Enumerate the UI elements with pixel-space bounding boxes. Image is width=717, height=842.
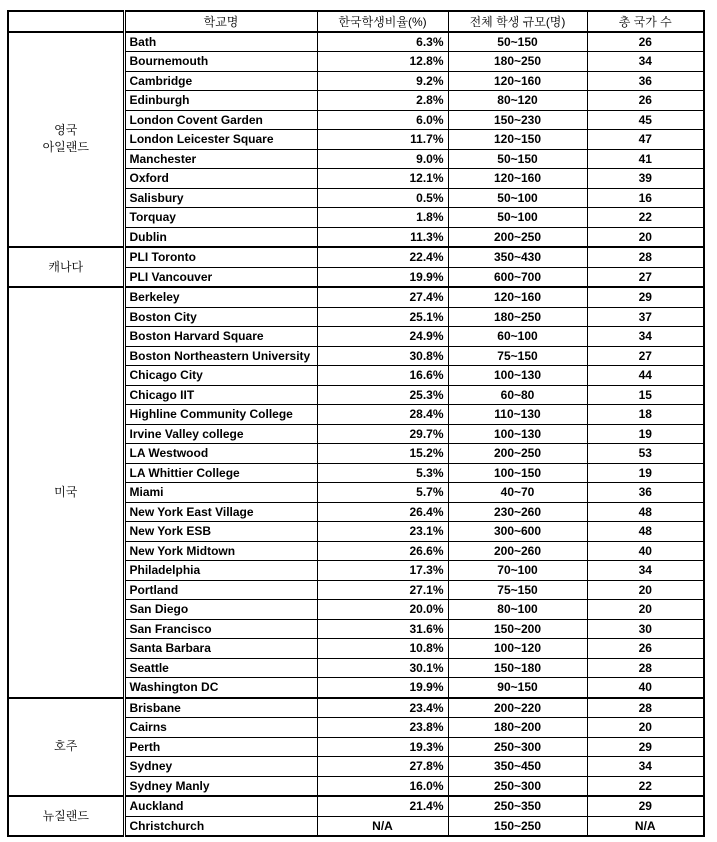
korean-ratio-cell: 25.3% — [317, 385, 448, 405]
country-count-cell: 48 — [587, 522, 704, 542]
school-name-cell: Bath — [124, 32, 317, 52]
school-name-cell: New York Midtown — [124, 541, 317, 561]
student-size-cell: 40~70 — [448, 483, 587, 503]
country-count-cell: 26 — [587, 91, 704, 111]
country-count-cell: 28 — [587, 247, 704, 267]
korean-ratio-cell: 19.3% — [317, 737, 448, 757]
country-count-cell: 19 — [587, 463, 704, 483]
school-name-cell: Washington DC — [124, 678, 317, 698]
korean-ratio-cell: 11.7% — [317, 130, 448, 150]
country-count-cell: 29 — [587, 287, 704, 307]
school-name-cell: LA Westwood — [124, 444, 317, 464]
korean-ratio-cell: 15.2% — [317, 444, 448, 464]
school-name-cell: Christchurch — [124, 816, 317, 836]
header-korean-ratio: 한국학생비율(%) — [317, 11, 448, 32]
korean-ratio-cell: 6.0% — [317, 110, 448, 130]
header-school-name: 학교명 — [124, 11, 317, 32]
country-count-cell: 37 — [587, 307, 704, 327]
school-name-cell: Cambridge — [124, 71, 317, 91]
student-size-cell: 350~450 — [448, 757, 587, 777]
student-size-cell: 80~120 — [448, 91, 587, 111]
student-size-cell: 60~80 — [448, 385, 587, 405]
student-size-cell: 250~300 — [448, 737, 587, 757]
table-row — [8, 287, 704, 307]
korean-ratio-cell: 23.8% — [317, 718, 448, 738]
country-count-cell: 48 — [587, 502, 704, 522]
student-size-cell: 110~130 — [448, 405, 587, 425]
country-count-cell: 19 — [587, 424, 704, 444]
school-name-cell: London Leicester Square — [124, 130, 317, 150]
region-label: 캐나다 — [8, 247, 124, 287]
student-size-cell: 200~250 — [448, 227, 587, 247]
student-size-cell: 90~150 — [448, 678, 587, 698]
school-name-cell: Brisbane — [124, 698, 317, 718]
school-name-cell: Salisbury — [124, 188, 317, 208]
table-row — [8, 247, 704, 267]
korean-ratio-cell: 10.8% — [317, 639, 448, 659]
region-label: 미국 — [8, 287, 124, 698]
student-size-cell: 50~100 — [448, 188, 587, 208]
korean-ratio-cell: 26.4% — [317, 502, 448, 522]
student-size-cell: 180~250 — [448, 52, 587, 72]
student-size-cell: 180~200 — [448, 718, 587, 738]
student-size-cell: 50~150 — [448, 32, 587, 52]
country-count-cell: N/A — [587, 816, 704, 836]
country-count-cell: 36 — [587, 483, 704, 503]
student-size-cell: 120~160 — [448, 71, 587, 91]
country-count-cell: 27 — [587, 267, 704, 287]
country-count-cell: 47 — [587, 130, 704, 150]
header-total-students: 전체 학생 규모(명) — [448, 11, 587, 32]
country-count-cell: 20 — [587, 718, 704, 738]
country-count-cell: 34 — [587, 757, 704, 777]
school-name-cell: Torquay — [124, 208, 317, 228]
korean-ratio-cell: 23.1% — [317, 522, 448, 542]
school-name-cell: Boston City — [124, 307, 317, 327]
student-size-cell: 150~250 — [448, 816, 587, 836]
korean-ratio-cell: 23.4% — [317, 698, 448, 718]
korean-ratio-cell: 29.7% — [317, 424, 448, 444]
student-size-cell: 70~100 — [448, 561, 587, 581]
korean-ratio-cell: 12.1% — [317, 169, 448, 189]
table-row — [8, 698, 704, 718]
country-count-cell: 30 — [587, 619, 704, 639]
student-size-cell: 200~220 — [448, 698, 587, 718]
student-size-cell: 50~150 — [448, 149, 587, 169]
school-name-cell: Berkeley — [124, 287, 317, 307]
school-name-cell: Irvine Valley college — [124, 424, 317, 444]
school-name-cell: Bournemouth — [124, 52, 317, 72]
student-size-cell: 300~600 — [448, 522, 587, 542]
region-label: 뉴질랜드 — [8, 796, 124, 836]
student-size-cell: 600~700 — [448, 267, 587, 287]
school-name-cell: Philadelphia — [124, 561, 317, 581]
country-count-cell: 22 — [587, 208, 704, 228]
school-name-cell: Miami — [124, 483, 317, 503]
region-label: 호주 — [8, 698, 124, 797]
korean-ratio-cell: 27.1% — [317, 580, 448, 600]
table-body — [8, 32, 704, 837]
student-size-cell: 75~150 — [448, 580, 587, 600]
school-name-cell: Cairns — [124, 718, 317, 738]
school-name-cell: Edinburgh — [124, 91, 317, 111]
korean-ratio-cell: 30.8% — [317, 346, 448, 366]
country-count-cell: 26 — [587, 639, 704, 659]
korean-ratio-cell: 12.8% — [317, 52, 448, 72]
school-name-cell: London Covent Garden — [124, 110, 317, 130]
school-name-cell: PLI Toronto — [124, 247, 317, 267]
country-count-cell: 20 — [587, 580, 704, 600]
country-count-cell: 28 — [587, 698, 704, 718]
country-count-cell: 20 — [587, 227, 704, 247]
table-row — [8, 32, 704, 52]
country-count-cell: 22 — [587, 776, 704, 796]
student-size-cell: 50~100 — [448, 208, 587, 228]
country-count-cell: 15 — [587, 385, 704, 405]
country-count-cell: 40 — [587, 541, 704, 561]
student-size-cell: 150~180 — [448, 658, 587, 678]
korean-ratio-cell: 21.4% — [317, 796, 448, 816]
student-size-cell: 150~200 — [448, 619, 587, 639]
country-count-cell: 45 — [587, 110, 704, 130]
school-name-cell: Boston Harvard Square — [124, 327, 317, 347]
korean-ratio-cell: 5.7% — [317, 483, 448, 503]
school-name-cell: PLI Vancouver — [124, 267, 317, 287]
school-name-cell: Perth — [124, 737, 317, 757]
korean-ratio-cell: 27.8% — [317, 757, 448, 777]
school-name-cell: Boston Northeastern University — [124, 346, 317, 366]
country-count-cell: 53 — [587, 444, 704, 464]
korean-ratio-cell: 5.3% — [317, 463, 448, 483]
school-name-cell: San Diego — [124, 600, 317, 620]
country-count-cell: 20 — [587, 600, 704, 620]
school-statistics-table — [7, 10, 705, 837]
table-header-row — [8, 11, 704, 32]
school-name-cell: Seattle — [124, 658, 317, 678]
school-name-cell: Sydney Manly — [124, 776, 317, 796]
korean-ratio-cell: 17.3% — [317, 561, 448, 581]
korean-ratio-cell: 20.0% — [317, 600, 448, 620]
korean-ratio-cell: 1.8% — [317, 208, 448, 228]
school-name-cell: Manchester — [124, 149, 317, 169]
korean-ratio-cell: 16.6% — [317, 366, 448, 386]
korean-ratio-cell: 22.4% — [317, 247, 448, 267]
korean-ratio-cell: 19.9% — [317, 678, 448, 698]
student-size-cell: 120~150 — [448, 130, 587, 150]
korean-ratio-cell: 11.3% — [317, 227, 448, 247]
country-count-cell: 34 — [587, 327, 704, 347]
student-size-cell: 230~260 — [448, 502, 587, 522]
student-size-cell: 120~160 — [448, 169, 587, 189]
student-size-cell: 60~100 — [448, 327, 587, 347]
korean-ratio-cell: 27.4% — [317, 287, 448, 307]
country-count-cell: 27 — [587, 346, 704, 366]
student-size-cell: 100~120 — [448, 639, 587, 659]
school-name-cell: Santa Barbara — [124, 639, 317, 659]
country-count-cell: 29 — [587, 796, 704, 816]
student-size-cell: 200~250 — [448, 444, 587, 464]
school-name-cell: Dublin — [124, 227, 317, 247]
korean-ratio-cell: 28.4% — [317, 405, 448, 425]
student-size-cell: 120~160 — [448, 287, 587, 307]
korean-ratio-cell: 9.2% — [317, 71, 448, 91]
student-size-cell: 100~130 — [448, 424, 587, 444]
korean-ratio-cell: 16.0% — [317, 776, 448, 796]
student-size-cell: 180~250 — [448, 307, 587, 327]
country-count-cell: 18 — [587, 405, 704, 425]
school-name-cell: Sydney — [124, 757, 317, 777]
korean-ratio-cell: 25.1% — [317, 307, 448, 327]
country-count-cell: 39 — [587, 169, 704, 189]
korean-ratio-cell: N/A — [317, 816, 448, 836]
school-name-cell: Oxford — [124, 169, 317, 189]
country-count-cell: 34 — [587, 561, 704, 581]
korean-ratio-cell: 6.3% — [317, 32, 448, 52]
country-count-cell: 40 — [587, 678, 704, 698]
school-table-container — [7, 10, 705, 837]
country-count-cell: 26 — [587, 32, 704, 52]
student-size-cell: 250~300 — [448, 776, 587, 796]
school-name-cell: LA Whittier College — [124, 463, 317, 483]
student-size-cell: 75~150 — [448, 346, 587, 366]
school-name-cell: New York ESB — [124, 522, 317, 542]
student-size-cell: 100~130 — [448, 366, 587, 386]
student-size-cell: 200~260 — [448, 541, 587, 561]
school-name-cell: Chicago City — [124, 366, 317, 386]
school-name-cell: San Francisco — [124, 619, 317, 639]
korean-ratio-cell: 26.6% — [317, 541, 448, 561]
school-name-cell: Portland — [124, 580, 317, 600]
student-size-cell: 150~230 — [448, 110, 587, 130]
header-country-count: 총 국가 수 — [587, 11, 704, 32]
country-count-cell: 34 — [587, 52, 704, 72]
school-name-cell: Auckland — [124, 796, 317, 816]
korean-ratio-cell: 30.1% — [317, 658, 448, 678]
header-region — [8, 11, 124, 32]
korean-ratio-cell: 2.8% — [317, 91, 448, 111]
korean-ratio-cell: 19.9% — [317, 267, 448, 287]
student-size-cell: 80~100 — [448, 600, 587, 620]
table-row — [8, 796, 704, 816]
korean-ratio-cell: 24.9% — [317, 327, 448, 347]
school-name-cell: New York East Village — [124, 502, 317, 522]
country-count-cell: 44 — [587, 366, 704, 386]
country-count-cell: 41 — [587, 149, 704, 169]
student-size-cell: 250~350 — [448, 796, 587, 816]
country-count-cell: 28 — [587, 658, 704, 678]
school-name-cell: Highline Community College — [124, 405, 317, 425]
student-size-cell: 350~430 — [448, 247, 587, 267]
korean-ratio-cell: 31.6% — [317, 619, 448, 639]
school-name-cell: Chicago IIT — [124, 385, 317, 405]
korean-ratio-cell: 0.5% — [317, 188, 448, 208]
country-count-cell: 36 — [587, 71, 704, 91]
region-label: 영국 아일랜드 — [8, 32, 124, 248]
country-count-cell: 29 — [587, 737, 704, 757]
country-count-cell: 16 — [587, 188, 704, 208]
korean-ratio-cell: 9.0% — [317, 149, 448, 169]
student-size-cell: 100~150 — [448, 463, 587, 483]
